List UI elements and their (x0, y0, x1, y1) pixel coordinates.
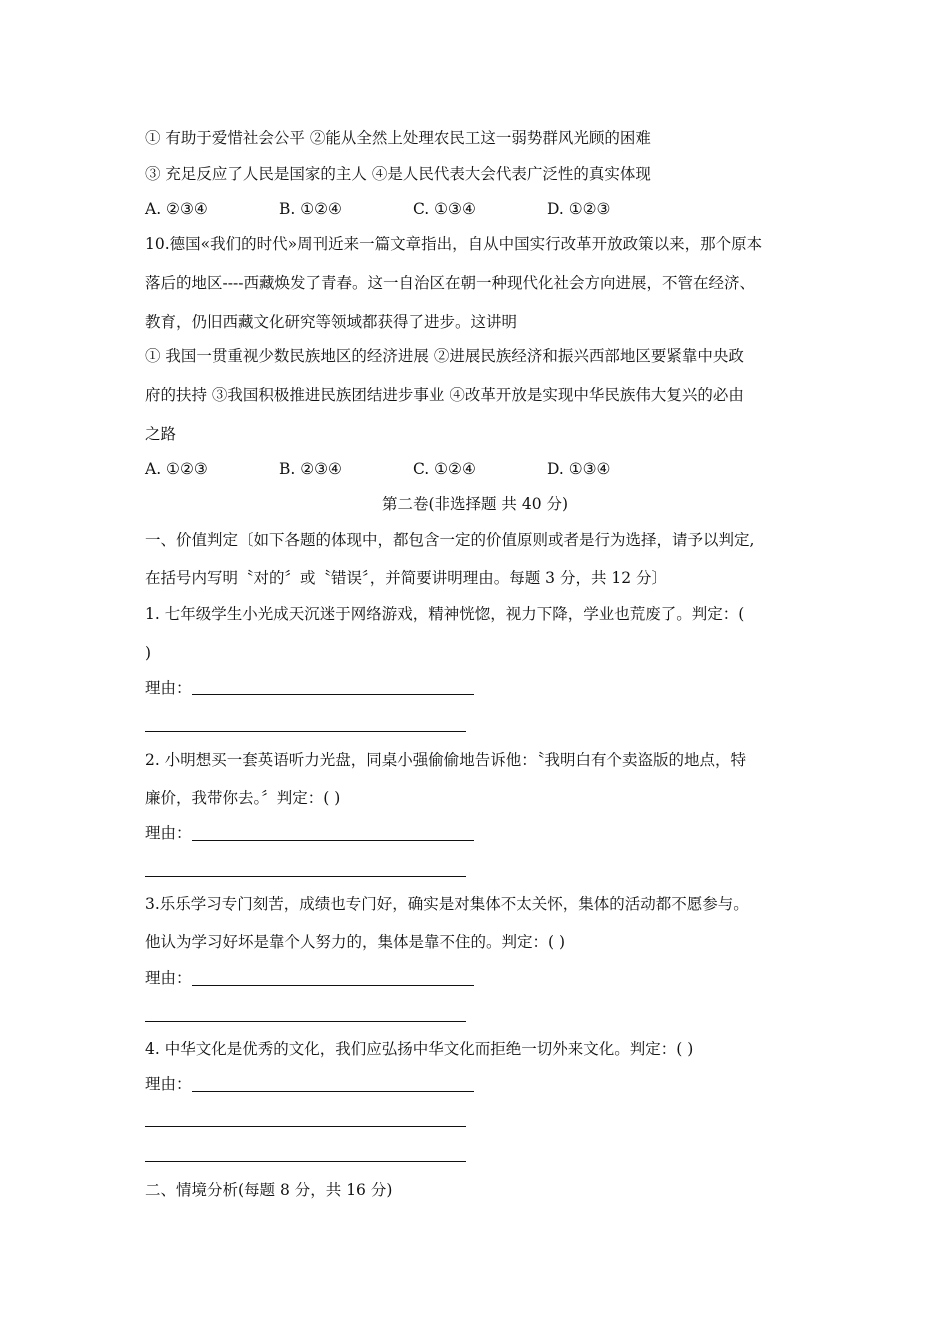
q9-options (145, 199, 610, 219)
s1-q1-reason-blank-2[interactable] (145, 731, 466, 732)
s1-q4-reason-label: 理由： (145, 1075, 192, 1093)
q10-option-b: B. ②③④ (279, 460, 342, 478)
q10-options (145, 459, 610, 479)
part2-title: 第二卷(非选择题 共 40 分) (381, 495, 569, 513)
s1-q2-reason-label: 理由： (145, 824, 192, 842)
s1-q1-line-2: ) (145, 644, 152, 662)
s1-q2-line-2: 廉价，我带你去。〞判定：( ) (145, 789, 341, 807)
section1-intro-line-2: 在括号内写明〝对的〞或〝错误〞，并简要讲明理由。每题 3 分，共 12 分〕 (145, 569, 668, 587)
q9-statement-line-2: ③ 充足反应了人民是国家的主人 ④是人民代表大会代表广泛性的真实体现 (145, 165, 651, 183)
q9-option-b: B. ①②④ (279, 200, 342, 218)
q10-option-a: A. ①②③ (145, 460, 208, 478)
s1-q3-line-1: 3.乐乐学习专门刻苦，成绩也专门好，确实是对集体不太关怀，集体的活动都不愿参与。 (145, 895, 749, 913)
s1-q2-line-1: 2. 小明想买一套英语听力光盘，同桌小强偷偷地告诉他：〝我明白有个卖盗版的地点，特 (145, 751, 746, 769)
s1-q4-reason-blank-2[interactable] (145, 1126, 466, 1127)
s1-q4-reason-blank-3[interactable] (145, 1161, 466, 1162)
s1-q3-reason-label: 理由： (145, 969, 192, 987)
q10-line-1: 10.德国«我们的时代»周刊近来一篇文章指出，自从中国实行改革开放政策以来，那个原本 (145, 235, 763, 253)
s1-q2-reason-blank-2[interactable] (145, 876, 466, 877)
q10-option-c: C. ①②④ (413, 460, 476, 478)
q10-option-d: D. ①③④ (547, 460, 611, 478)
q9-option-a: A. ②③④ (145, 200, 208, 218)
s1-q4-line-1: 4. 中华文化是优秀的文化，我们应弘扬中华文化而拒绝一切外来文化。判定：( ) (145, 1040, 694, 1058)
q9-statement-line-1: ① 有助于爱惜社会公平 ②能从全然上处理农民工这一弱势群风光顾的困难 (145, 129, 651, 147)
q10-line-6: 之路 (145, 425, 177, 443)
section2-title: 二、情境分析(每题 8 分，共 16 分) (145, 1181, 393, 1199)
q10-line-2: 落后的地区----西藏焕发了青春。这一自治区在朝一种现代化社会方向进展，不管在经济、 (145, 274, 755, 292)
q9-option-c: C. ①③④ (413, 200, 476, 218)
q10-line-3: 教育，仍旧西藏文化研究等领域都获得了进步。这讲明 (145, 313, 518, 331)
s1-q1-reason-label: 理由： (145, 679, 192, 697)
s1-q1-reason-blank-1[interactable] (192, 694, 474, 695)
q10-line-5: 府的扶持 ③我国积极推进民族团结进步事业 ④改革开放是实现中华民族伟大复兴的必由 (145, 386, 744, 404)
q10-line-4: ① 我国一贯重视少数民族地区的经济进展 ②进展民族经济和振兴西部地区要紧靠中央政 (145, 347, 744, 365)
s1-q1-line-1: 1. 七年级学生小光成天沉迷于网络游戏，精神恍惚，视力下降，学业也荒废了。判定：( (145, 605, 745, 623)
s1-q2-reason-blank-1[interactable] (192, 840, 474, 841)
s1-q3-reason-blank-1[interactable] (192, 985, 474, 986)
s1-q3-line-2: 他认为学习好坏是靠个人努力的，集体是靠不住的。判定：( ) (145, 933, 566, 951)
q9-option-d: D. ①②③ (547, 200, 611, 218)
section1-intro-line-1: 一、价值判定〔如下各题的体现中，都包含一定的价值原则或者是行为选择，请予以判定, (145, 531, 755, 549)
s1-q4-reason-blank-1[interactable] (192, 1091, 474, 1092)
s1-q3-reason-blank-2[interactable] (145, 1021, 466, 1022)
